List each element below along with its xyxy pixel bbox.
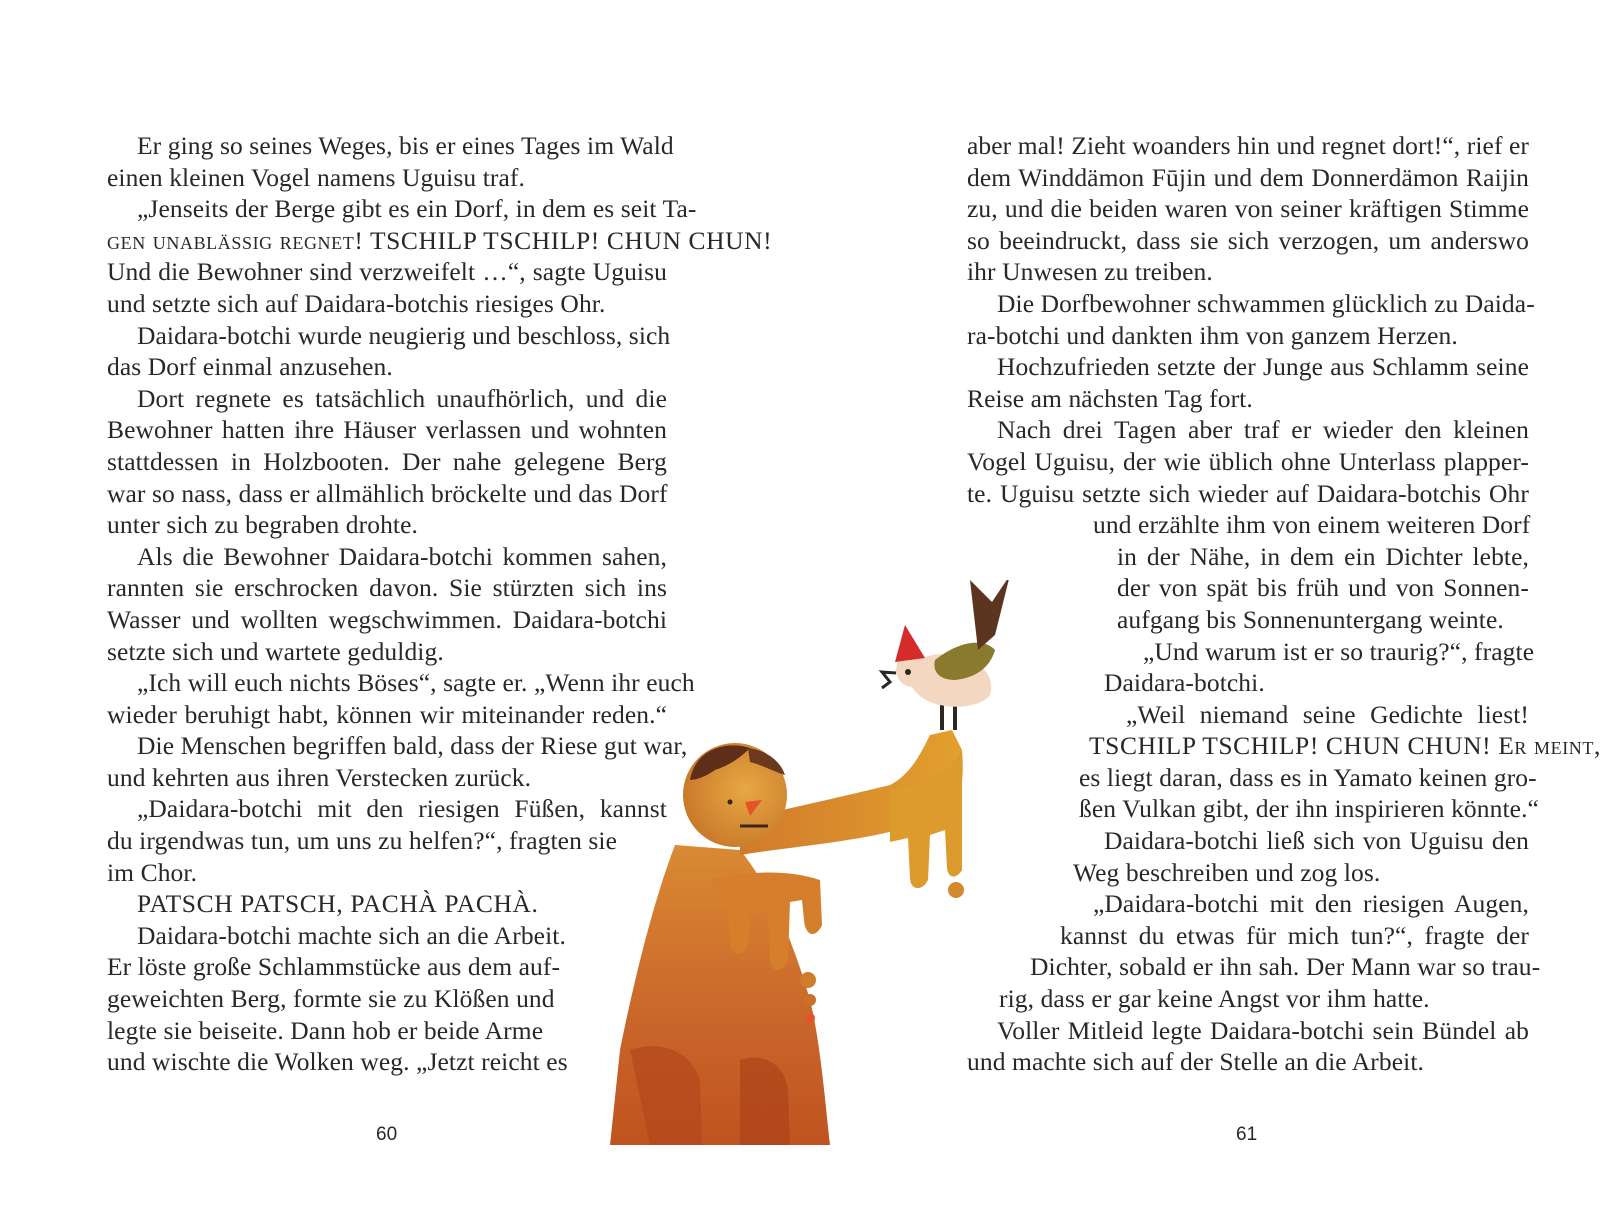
text-line: das Dorf einmal anzusehen.: [107, 352, 393, 382]
text-line: Vogel Uguisu, der wie üblich ohne Unterlass plapper-: [967, 446, 1529, 476]
text-line: „Ich will euch nichts Böses“, sagte er. „Wenn ihr euch: [137, 668, 695, 698]
text-line: Reise am nächsten Tag fort.: [967, 383, 1253, 413]
text-line: dem Winddämon Fūjin und dem Donnerdämon Raijin: [967, 162, 1529, 192]
text-line: aber mal! Zieht woanders hin und regnet dort!“, rief er: [967, 131, 1530, 160]
text-line: kannst du etwas für mich tun?“, fragte der: [1060, 920, 1529, 950]
text-line: im Chor.: [107, 857, 198, 887]
text-line: und setzte sich auf Daidara-botchis riesiges Ohr.: [107, 288, 606, 318]
bird-eye: [905, 669, 911, 675]
bird-beak: [882, 672, 896, 688]
text-line: so beeindruckt, dass sie sich verzogen, um anderswo: [967, 225, 1529, 255]
text-line: Daidara-botchi wurde neugierig und beschloss, sich: [137, 320, 671, 350]
text-line: der von spät bis früh und von Sonnen-: [1117, 573, 1529, 603]
mud-drop: [948, 882, 964, 898]
bird-hat: [895, 625, 925, 662]
text-line: Hochzufrieden setzte der Junge aus Schlamm seine: [997, 352, 1529, 382]
text-line: rannten sie erschrocken davon. Sie stürzten sich ins: [107, 573, 667, 603]
text-line: und wischte die Wolken weg. „Jetzt reicht es: [107, 1047, 568, 1077]
text-line: es liegt daran, dass es in Yamato keinen gro-: [1079, 762, 1537, 792]
text-line: Voller Mitleid legte Daidara-botchi sein Bündel ab: [997, 1015, 1529, 1045]
mud-drop: [800, 972, 816, 988]
text-line: Er löste große Schlammstücke aus dem auf-: [107, 952, 561, 982]
text-line: te. Uguisu setzte sich wieder auf Daidara-botchis Ohr: [967, 478, 1529, 508]
text-line: Als die Bewohner Daidara-botchi kommen sahen,: [137, 541, 667, 571]
text-line: Wasser und wollten wegschwimmen. Daidara-botchi: [107, 604, 667, 634]
text-line: Dichter, sobald er ihn sah. Der Mann war so trau-: [1030, 952, 1541, 982]
text-line: „Daidara-botchi mit den riesigen Füßen, kannst: [137, 794, 667, 824]
text-line: Nach drei Tagen aber traf er wieder den kleinen: [997, 415, 1529, 445]
text-line: TSCHILP TSCHILP! CHUN CHUN! Er meint,: [1089, 731, 1601, 761]
text-line: „Daidara-botchi mit den riesigen Augen,: [1093, 889, 1529, 919]
text-line: „Weil niemand seine Gedichte liest!: [1126, 699, 1529, 729]
text-line: wieder beruhigt habt, können wir miteinander reden.“: [107, 699, 667, 729]
text-line: gen unablässig regnet! TSCHILP TSCHILP! CHUN CHUN!: [107, 225, 773, 255]
text-line: und kehrten aus ihren Verstecken zurück.: [107, 762, 532, 792]
text-line: war so nass, dass er allmählich bröckelte und das Dorf: [107, 478, 668, 508]
text-line: ihr Unwesen zu treiben.: [967, 257, 1213, 287]
text-line: PATSCH PATSCH, PACHÀ PACHÀ.: [137, 889, 539, 919]
right-page-text: [967, 130, 1601, 1078]
text-line: Bewohner hatten ihre Häuser verlassen und wohnten: [107, 415, 667, 445]
text-line: Die Menschen begriffen bald, dass der Riese gut war,: [137, 731, 688, 761]
text-line: Weg beschreiben und zog los.: [1073, 857, 1381, 887]
text-line: „Und warum ist er so traurig?“, fragte: [1143, 636, 1535, 666]
giant-eye: [728, 800, 733, 805]
text-line: stattdessen in Holzbooten. Der nahe gelegene Berg: [107, 446, 667, 476]
text-line: in der Nähe, in dem ein Dichter lebte,: [1117, 541, 1529, 571]
text-line: und erzählte ihm von einem weiteren Dorf: [1093, 510, 1531, 540]
text-line: Dort regnete es tatsächlich unaufhörlich, und die: [137, 383, 667, 413]
page-number-left: 60: [376, 1124, 398, 1145]
text-line: legte sie beiseite. Dann hob er beide Arme: [107, 1015, 544, 1045]
text-line: und machte sich auf der Stelle an die Arbeit.: [967, 1047, 1424, 1077]
left-page-text: [107, 130, 773, 1078]
text-line: Daidara-botchi.: [1104, 668, 1265, 698]
text-line: Und die Bewohner sind verzweifelt …“, sagte Uguisu: [107, 257, 667, 287]
text-line: unter sich zu begraben drohte.: [107, 510, 419, 540]
text-line: aufgang bis Sonnenuntergang weinte.: [1117, 604, 1504, 634]
text-line: setzte sich und wartete geduldig.: [107, 636, 444, 666]
text-line: geweichten Berg, formte sie zu Klößen und: [107, 984, 555, 1014]
text-line: zu, und die beiden waren von seiner kräftigen Stimme: [967, 194, 1529, 224]
text-line: Die Dorfbewohner schwammen glücklich zu Daida-: [997, 288, 1535, 318]
text-line: rig, dass er gar keine Angst vor ihm hatte.: [999, 984, 1430, 1014]
page-number-right: 61: [1236, 1124, 1258, 1145]
text-line: Daidara-botchi machte sich an die Arbeit.: [137, 920, 566, 950]
text-line: „Jenseits der Berge gibt es ein Dorf, in dem es seit Ta-: [137, 194, 697, 224]
text-line: einen kleinen Vogel namens Uguisu traf.: [107, 162, 525, 192]
mud-drop: [804, 994, 816, 1006]
mud-drop: [805, 1013, 815, 1023]
text-line: ra-botchi und dankten ihm von ganzem Herzen.: [967, 320, 1458, 350]
text-line: Daidara-botchi ließ sich von Uguisu den: [1104, 826, 1529, 856]
text-line: du irgendwas tun, um uns zu helfen?“, fragten sie: [107, 826, 618, 856]
text-line: ßen Vulkan gibt, der ihn inspirieren könnte.“: [1079, 794, 1539, 824]
text-line: Er ging so seines Weges, bis er eines Tages im Wald: [137, 131, 674, 160]
